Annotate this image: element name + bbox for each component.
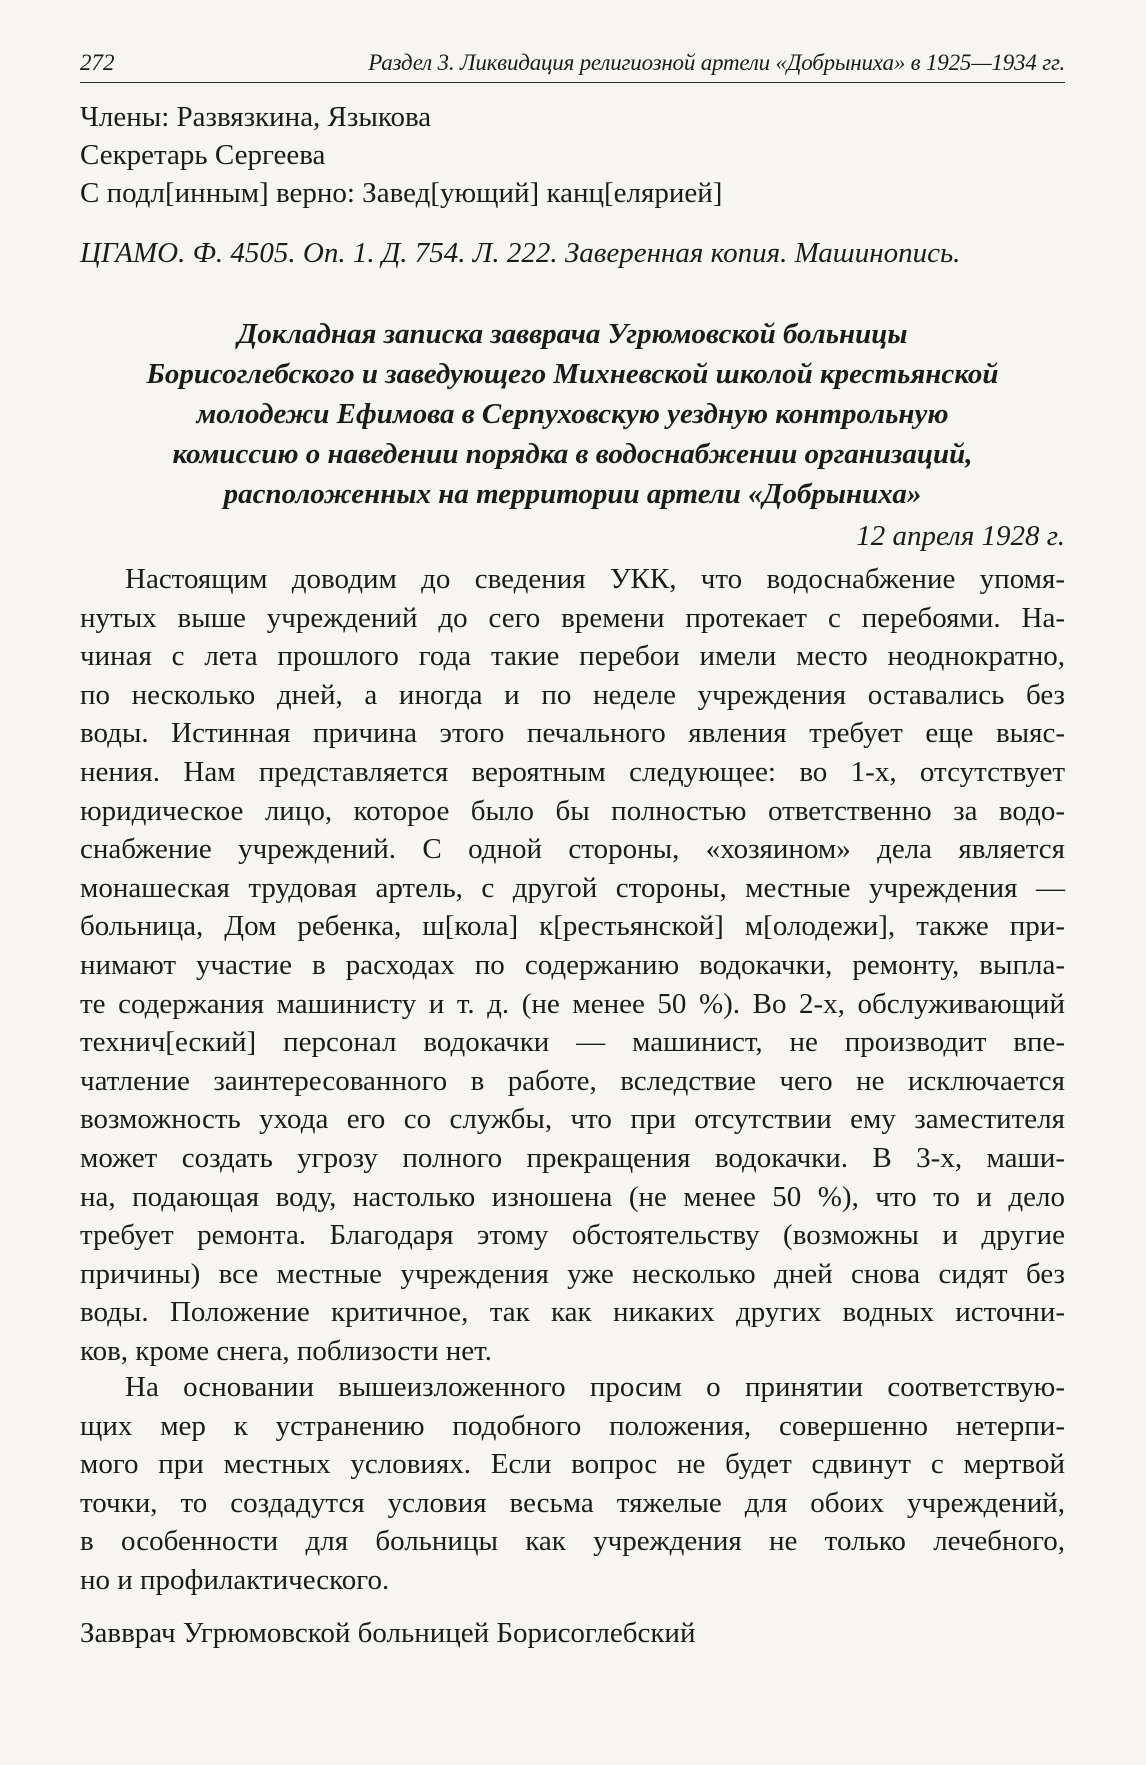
secretary-line: Секретарь Сергеева [80,139,326,171]
text-line: воды. Истинная причина этого печального явления требует еще выяс- [80,717,1065,750]
title-line: расположенных на территории артели «Добрыниха» [223,478,922,510]
text-line: причины) все местные учреждения уже несколько дней снова сидят без [80,1257,1065,1290]
section-title: Раздел 3. Ликвидация религиозной артели «Добрыниха» в 1925—1934 гг. [368,50,1065,75]
body-paragraph-1 [80,560,1065,1370]
text-line: ков, кроме снега, поблизости нет. [80,1334,492,1367]
page-number: 272 [80,50,115,75]
text-line: точки, то создадутся условия весьма тяжелые для обоих учреждений, [80,1486,1065,1519]
certified-line: С подл[инным] верно: Завед[ующий] канц[елярией] [80,177,723,209]
title-line: молодежи Ефимова в Серпуховскую уездную контрольную [196,398,949,430]
title-line: Борисоглебского и заведующего Михневской школой крестьянской [146,358,999,390]
text-line: но и профилактического. [80,1563,390,1596]
text-line: больница, Дом ребенка, ш[кола] к[рестьянской] м[олодежи], также при- [80,910,1065,943]
text-line: по несколько дней, а иногда и по неделе учреждения оставались без [80,678,1065,711]
text-line: в особенности для больницы как учреждения не только лечебного, [80,1525,1065,1558]
text-line: чиная с лета прошлого года такие перебои имели место неоднократно, [80,640,1065,673]
text-line: монашеская трудовая артель, с другой стороны, местные учреждения — [80,871,1065,904]
document-date: 12 апреля 1928 г. [856,520,1065,552]
text-line: те содержания машинисту и т. д. (не менее 50 %). Во 2-х, обслуживающий [80,987,1065,1020]
text-line: воды. Положение критичное, так как никаких других водных источни- [80,1296,1065,1329]
text-line: щих мер к устранению подобного положения, совершенно нетерпи- [80,1409,1065,1442]
text-line: может создать угрозу полного прекращения водокачки. В 3-х, маши- [80,1141,1065,1174]
text-line: На основании вышеизложенного просим о принятии соответствую- [125,1371,1065,1403]
text-line: юридическое лицо, которое было бы полностью ответственно за водо- [80,794,1065,827]
text-line: нения. Нам представляется вероятным следующее: во 1-х, отсутствует [80,755,1065,788]
title-line: Докладная записка завврача Угрюмовской больницы [237,318,908,350]
body-paragraph-2 [80,1368,1065,1600]
signature-line: Завврач Угрюмовской больницей Борисоглебский [80,1617,696,1649]
text-line: мого при местных условиях. Если вопрос не будет сдвинут с мертвой [80,1448,1065,1481]
text-line: Настоящим доводим до сведения УКК, что водоснабжение упомя- [125,563,1065,595]
text-line: снабжение учреждений. С одной стороны, «хозяином» дела является [80,833,1065,866]
text-line: технич[еский] персонал водокачки — машинист, не производит впе- [80,1026,1065,1059]
document-page [80,0,1065,1765]
title-line: комиссию о наведении порядка в водоснабжении организаций, [172,438,973,470]
archive-source: ЦГАМО. Ф. 4505. Оп. 1. Д. 754. Л. 222. Заверенная копия. Машинопись. [80,237,961,269]
text-line: нутых выше учреждений до сего времени протекает с перебоями. На- [80,601,1065,634]
members-line: Члены: Развязкина, Языкова [80,101,432,133]
text-line: чатление заинтересованного в работе, вследствие чего не исключается [80,1064,1065,1097]
text-line: требует ремонта. Благодаря этому обстоятельству (возможны и другие [80,1219,1065,1252]
running-header [80,50,1065,83]
text-line: возможность ухода его со службы, что при отсутствии ему заместителя [80,1103,1065,1136]
text-line: на, подающая воду, настолько изношена (не менее 50 %), что то и дело [80,1180,1065,1213]
text-line: нимают участие в расходах по содержанию водокачки, ремонту, выпла- [80,948,1065,981]
document-title [80,314,1065,514]
